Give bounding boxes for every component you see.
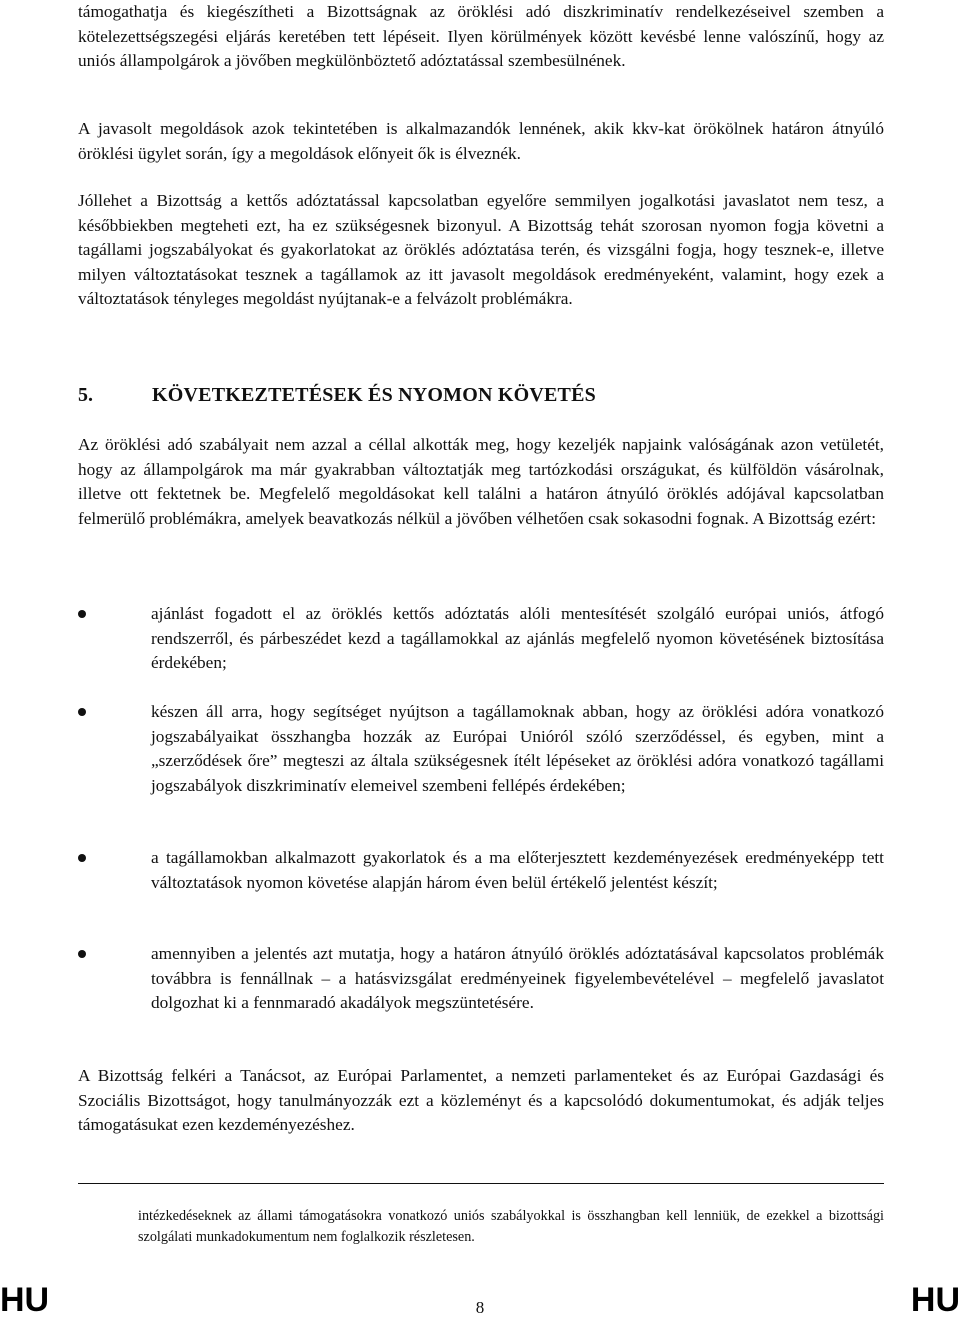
list-item-text: készen áll arra, hogy segítséget nyújtson a tagállamoknak abban, hogy az öröklési adóra vonatkozó jogszabályaikat összhangba hozzák az Európai Unióról szóló szerződéssel, és egyben, mint a „szerződések őre” megteszi az általa szükségesnek ítélt lépéseket az öröklési adóra vonatkozó tagállami jogszabályok diszkriminatív elemeivel szembeni fellépés érdekében; (151, 702, 884, 795)
bullet-icon (78, 708, 86, 716)
language-code-left: HU (0, 1281, 50, 1319)
paragraph-continuation: támogathatja és kiegészítheti a Bizottságnak az öröklési adó diszkriminatív rendelkezéseivel szemben a kötelezettségszegési eljárás keretében tett lépéseit. Ilyen körülmények között kevésbé lenne valószínű, hogy az uniós állampolgárok a jövőben megkülönböztető adóztatással szembesülnének. (78, 2, 884, 71)
paragraph-double-taxation: Jóllehet a Bizottság a kettős adóztatással kapcsolatban egyelőre semmilyen jogalkotási javaslatot nem tesz, a későbbiekben megteheti ezt, ha ez szükségesnek bizonyul. A Bizottság tehát szorosan nyomon fogja követni a tagállami jogszabályokat és gyakorlatokat az öröklés adóztatása terén, és vizsgálni fogja, hogy tesznek-e, illetve milyen változtatásokat tesznek a tagállamok az itt javasolt megoldások eredményeként, valamint, hogy ezek a változtatások tényleges megoldást nyújtanak-e a felvázolt problémákra. (78, 191, 884, 309)
bullet-icon (78, 950, 86, 958)
footnote-text: intézkedéseknek az állami támogatásokra vonatkozó uniós szabályokkal is összhangban kell lenniük, de ezekkel a bizottsági szolgálati munkadokumentum nem foglalkozik részletesen. (138, 1208, 884, 1245)
list-item-text: ajánlást fogadott el az öröklés kettős adóztatás alóli mentesítését szolgáló európai uniós, átfogó rendszerről, és párbeszédet kezd a tagállamokkal az ajánlás megfelelő nyomon követésének biztosítása érdekében; (151, 604, 884, 673)
page-number: 8 (475, 1298, 485, 1317)
footnote-divider (78, 1183, 884, 1184)
bullet-icon (78, 610, 86, 618)
section-number: 5. (78, 384, 93, 406)
section-heading (78, 380, 884, 410)
paragraph-kkv: A javasolt megoldások azok tekintetében is alkalmazandók lennének, akik kkv-kat örökölnek határon átnyúló öröklési ügylet során, így a megoldások előnyeit ők is élveznék. (78, 119, 884, 163)
list-item-text: amennyiben a jelentés azt mutatja, hogy a határon átnyúló öröklés adóztatásával kapcsolatos problémák továbbra is fennállnak – a hatásvizsgálat eredményeinek figyelembevételével – megfelelő javaslatot dolgozhat ki a fennmaradó akadályok megszüntetésére. (151, 944, 884, 1013)
section-title: KÖVETKEZTETÉSEK ÉS NYOMON KÖVETÉS (152, 384, 596, 406)
list-item-text: a tagállamokban alkalmazott gyakorlatok és a ma előterjesztett kezdeményezések eredményeképp tett változtatások nyomon követése alapján három éven belül értékelő jelentést készít; (151, 848, 884, 892)
language-code-right: HU (910, 1281, 960, 1319)
closing-paragraph: A Bizottság felkéri a Tanácsot, az Európai Parlamentet, a nemzeti parlamenteket és az Európai Gazdasági és Szociális Bizottságot, hogy tanulmányozzák ezt a közleményt és a kapcsolódó dokumentumokat, és adják teljes támogatásukat ezen kezdeményezéshez. (78, 1066, 884, 1135)
bullet-icon (78, 854, 86, 862)
section-intro-paragraph: Az öröklési adó szabályait nem azzal a céllal alkották meg, hogy kezeljék napjaink valóságának azon vetületét, hogy az állampolgárok ma már gyakrabban változtatják meg tartózkodási országukat, és külföldön vásárolnak, illetve ott fektetnek be. Megfelelő megoldásokat kell találni a határon átnyúló öröklés adójával kapcsolatban felmerülő problémákra, amelyek beavatkozás nélkül a jövőben vélhetően csak sokasodni fognak. A Bizottság ezért: (78, 435, 884, 528)
